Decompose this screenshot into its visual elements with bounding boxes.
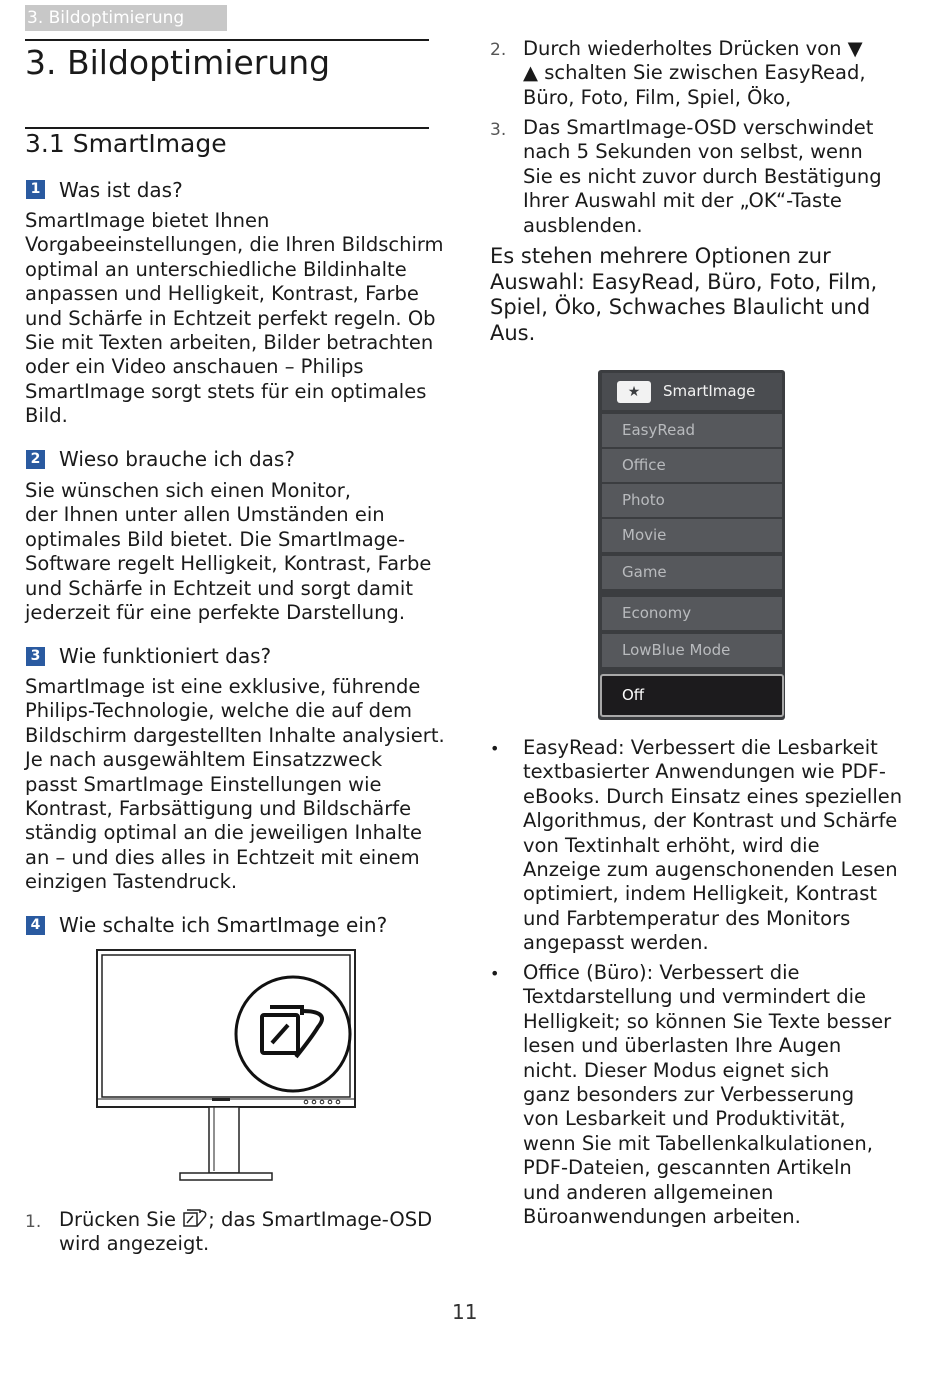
- q1-body: [25, 209, 444, 429]
- osd-item-lowblue[interactable]: LowBlue Mode: [602, 634, 782, 667]
- osd-item-game[interactable]: Game: [602, 556, 782, 589]
- text-line: SmartImage bietet Ihnen: [25, 209, 270, 232]
- text-line: PDF-Dateien, gescannten Artikeln: [523, 1156, 852, 1180]
- text-line: von Lesbarkeit und Produktivität,: [523, 1107, 846, 1131]
- q2-number-box: 2: [26, 450, 45, 469]
- text-line: optimal an unterschiedliche Bildinhalte: [25, 257, 407, 281]
- step2-text: [523, 37, 866, 110]
- osd-item-off-selected[interactable]: Off: [600, 674, 784, 717]
- step3-text: [523, 116, 882, 238]
- text-line: Büroanwendungen arbeiten.: [523, 1205, 801, 1229]
- text-line: ständig optimal an die jeweiligen Inhalte: [25, 821, 422, 845]
- text-line: nicht. Dieser Modus eignet sich: [523, 1058, 830, 1082]
- text-line: von Textinhalt erhöht, wird die: [523, 833, 820, 857]
- q3-body: [25, 675, 445, 895]
- text-line: und Schärfe in Echtzeit perfekt regeln. Ob: [25, 306, 436, 330]
- text-line: Software regelt Helligkeit, Kontrast, Farbe: [25, 552, 432, 576]
- text-line: einzigen Tastendruck.: [25, 870, 238, 894]
- text-line: nach 5 Sekunden von selbst, wenn: [523, 140, 863, 164]
- text-line: Kontrast, Farbsättigung und Bildschärfe: [25, 797, 412, 821]
- q4-number-box: 4: [26, 916, 45, 935]
- text-line: Vorgabeeinstellungen, die Ihren Bildschirm: [25, 233, 444, 257]
- text-line: ganz besonders zur Verbesserung: [523, 1083, 855, 1107]
- text-line: wenn Sie mit Tabellenkalkulationen,: [523, 1131, 873, 1155]
- monitor-illustration: [92, 945, 362, 1185]
- text-line: wird angezeigt.: [59, 1232, 210, 1256]
- q3-title: Wie funktioniert das?: [59, 644, 272, 668]
- text-line: angepasst werden.: [523, 931, 709, 955]
- text-line: ▲ schalten Sie zwischen EasyRead,: [523, 61, 866, 85]
- text-line: und anderen allgemeinen: [523, 1180, 774, 1204]
- step1-text: [59, 1208, 439, 1257]
- bullet-dot: •: [490, 964, 500, 983]
- text-line: Es stehen mehrere Optionen zur: [490, 244, 831, 268]
- text-line: EasyRead: Verbessert die Lesbarkeit: [523, 736, 878, 759]
- text-line: [59, 1208, 439, 1232]
- bullet-easyread: [523, 736, 902, 956]
- text-line: Philips-Technologie, welche die auf dem: [25, 699, 413, 723]
- text-line: jederzeit für eine perfekte Darstellung.: [25, 601, 406, 625]
- text-line: Sie wünschen sich einen Monitor,: [25, 479, 351, 502]
- page-number: 11: [452, 1300, 478, 1324]
- osd-title: SmartImage: [663, 382, 756, 400]
- osd-item-easyread[interactable]: EasyRead: [602, 414, 782, 447]
- section-title: 3.1 SmartImage: [25, 129, 227, 158]
- text-line: Textdarstellung und vermindert die: [523, 985, 867, 1009]
- text-line: Sie es nicht zuvor durch Bestätigung: [523, 164, 882, 188]
- text-line: Das SmartImage-OSD verschwindet: [523, 116, 874, 139]
- step1-text-b: ; das SmartImage-OSD: [208, 1208, 433, 1231]
- header-tab: 3. Bildoptimierung: [25, 5, 227, 31]
- osd-item-office[interactable]: Office: [602, 449, 782, 482]
- bullet-office: [523, 961, 891, 1229]
- step1-number: 1.: [25, 1212, 42, 1232]
- text-line: Helligkeit; so können Sie Texte besser: [523, 1009, 892, 1033]
- text-line: Anzeige zum augenschonenden Lesen: [523, 858, 898, 882]
- q1-number-box: 1: [26, 180, 45, 199]
- text-line: ausblenden.: [523, 213, 643, 237]
- text-line: Bild.: [25, 404, 68, 428]
- chapter-rule: [25, 39, 429, 41]
- text-line: SmartImage ist eine exklusive, führende: [25, 675, 421, 698]
- step2-number: 2.: [490, 40, 507, 60]
- q3-number-box: 3: [26, 647, 45, 666]
- text-line: Algorithmus, der Kontrast und Schärfe: [523, 809, 898, 833]
- text-line: und Schärfe in Echtzeit und sorgt damit: [25, 576, 413, 600]
- text-line: oder ein Video anschauen – Philips: [25, 355, 364, 379]
- text-line: Je nach ausgewähltem Einsatzzweck: [25, 748, 383, 772]
- osd-item-movie[interactable]: Movie: [602, 519, 782, 552]
- bullet-dot: •: [490, 739, 500, 758]
- q2-body: [25, 479, 431, 625]
- text-line: Sie mit Texten arbeiten, Bilder betrachten: [25, 331, 434, 355]
- smartimage-icon: [182, 1208, 208, 1228]
- chapter-title: 3. Bildoptimierung: [25, 43, 331, 82]
- text-line: SmartImage sorgt stets für ein optimales: [25, 379, 427, 403]
- text-line: passt SmartImage Einstellungen wie: [25, 772, 382, 796]
- text-line: Ihrer Auswahl mit der „OK“-Taste: [523, 189, 842, 213]
- text-line: lesen und überlasten Ihre Augen: [523, 1034, 842, 1058]
- step3-number: 3.: [490, 120, 507, 140]
- text-line: Aus.: [490, 320, 536, 345]
- options-paragraph: [490, 244, 877, 346]
- text-line: anpassen und Helligkeit, Kontrast, Farbe: [25, 282, 419, 306]
- text-line: an – und dies alles in Echtzeit mit einem: [25, 845, 420, 869]
- text-line: und Farbtemperatur des Monitors: [523, 906, 851, 930]
- text-line: Auswahl: EasyRead, Büro, Foto, Film,: [490, 269, 878, 294]
- text-line: textbasierter Anwendungen wie PDF-: [523, 760, 886, 784]
- text-line: eBooks. Durch Einsatz eines speziellen: [523, 784, 903, 808]
- text-line: der Ihnen unter allen Umständen ein: [25, 503, 385, 527]
- text-line: Bildschirm dargestellten Inhalte analysiert.: [25, 723, 445, 747]
- step1-text-a: Drücken Sie: [59, 1208, 177, 1231]
- text-line: Spiel, Öko, Schwaches Blaulicht und: [490, 295, 871, 319]
- osd-item-photo[interactable]: Photo: [602, 484, 782, 517]
- q1-title: Was ist das?: [59, 178, 183, 202]
- text-line: Durch wiederholtes Drücken von ▼: [523, 37, 863, 60]
- q2-title: Wieso brauche ich das?: [59, 447, 295, 471]
- text-line: Office (Büro): Verbessert die: [523, 961, 800, 984]
- text-line: Büro, Foto, Film, Spiel, Öko,: [523, 85, 792, 109]
- text-line: optimiert, indem Helligkeit, Kontrast: [523, 882, 878, 906]
- star-icon: ★: [617, 381, 651, 403]
- text-line: optimales Bild bietet. Die SmartImage-: [25, 527, 406, 551]
- q4-title: Wie schalte ich SmartImage ein?: [59, 913, 388, 937]
- osd-item-economy[interactable]: Economy: [602, 597, 782, 630]
